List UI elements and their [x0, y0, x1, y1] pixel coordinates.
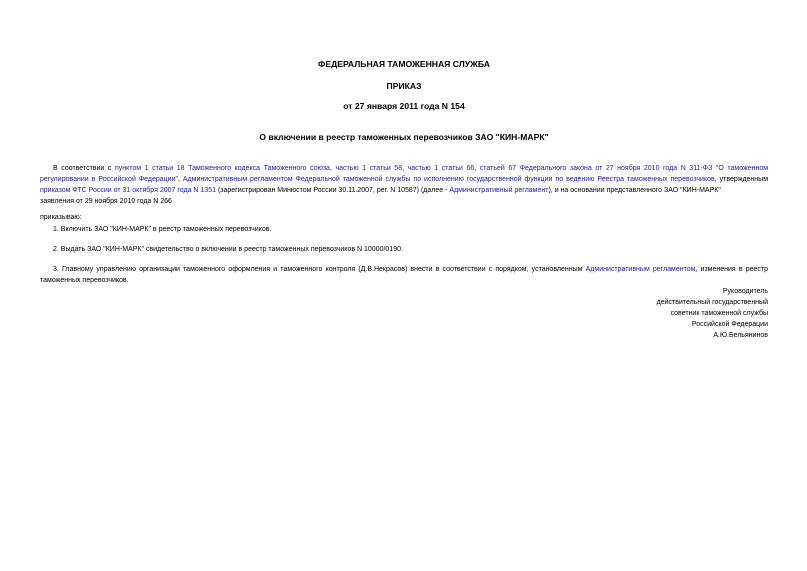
- preamble-text: ,: [402, 165, 408, 172]
- order-word: приказываю:: [40, 214, 82, 221]
- link-customs-code-article-18[interactable]: пунктом 1 статьи 18 Таможенного кодекса Таможенного союза: [114, 165, 330, 172]
- document-title: О включении в реестр таможенных перевозчиков ЗАО "КИН-МАРК": [259, 132, 549, 142]
- order-item-3-text-end: , изменения в реестр таможенных перевозчиков.: [40, 266, 768, 284]
- signature-position-line-3: советник таможенной службы: [670, 310, 768, 317]
- signature-block: [657, 286, 768, 341]
- link-fts-order-1351[interactable]: приказом ФТС России от 31 октября 2007 года N 1351: [40, 187, 216, 194]
- preamble-text: ), и на основании представленного ЗАО "КИН-МАРК": [548, 187, 721, 194]
- order-item-2: 2. Выдать ЗАО "КИН-МАРК" свидетельство о включении в реестр таможенных перевозчиков N 10000/0190.: [53, 246, 403, 253]
- preamble-paragraph: [40, 163, 768, 207]
- signatory-name: А.Ю.Бельянинов: [713, 332, 768, 339]
- order-item-3: [40, 264, 768, 286]
- signature-position-line-1: Руководитель: [722, 288, 768, 295]
- link-administrative-regulation[interactable]: Административным регламентом Федеральной таможенной службы по исполнению государственной функции по ведению Реестра таможенных перевозчиков: [182, 176, 715, 183]
- link-article-66[interactable]: частью 1 статьи 66: [407, 165, 475, 172]
- preamble-text: (зарегистрирован Минюстом России 30.11.2007, рег. N 10587) (далее -: [216, 187, 450, 194]
- signature-position-line-2: действительный государственный: [656, 299, 768, 306]
- link-administrative-regulation-item-3[interactable]: Административным регламентом: [585, 266, 696, 273]
- preamble-text: ,: [474, 165, 480, 172]
- order-item-3-text: 3. Главному управлению организации таможенного оформления и таможенного контроля (Д.В.Некрасов) внести в соответствии с порядком, установленным: [53, 266, 586, 273]
- preamble-text: ,: [177, 176, 183, 183]
- link-federal-law-311[interactable]: статьей 67 Федерального закона от 27 ноября 2010 года N 311-ФЗ "О таможенном регулировании в Российской Федерации": [40, 165, 769, 183]
- agency-name: ФЕДЕРАЛЬНАЯ ТАМОЖЕННАЯ СЛУЖБА: [318, 59, 490, 69]
- document-type: ПРИКАЗ: [386, 81, 422, 91]
- link-article-58[interactable]: частью 1 статьи 58: [335, 165, 403, 172]
- preamble-text: В соответствии с: [53, 165, 115, 172]
- link-administrative-regulation-short[interactable]: Административный регламент: [449, 187, 549, 194]
- preamble-text: , утвержденным: [714, 176, 769, 183]
- signature-position-line-4: Российской Федерации: [691, 321, 768, 328]
- document-page: [40, 0, 768, 571]
- preamble-last-line: заявления от 29 ноября 2010 года N 266: [40, 198, 172, 205]
- document-date: от 27 января 2011 года N 154: [343, 101, 465, 111]
- preamble-text: ,: [329, 165, 336, 172]
- order-item-1: 1. Включить ЗАО "КИН-МАРК" в реестр таможенных перевозчиков.: [53, 226, 272, 233]
